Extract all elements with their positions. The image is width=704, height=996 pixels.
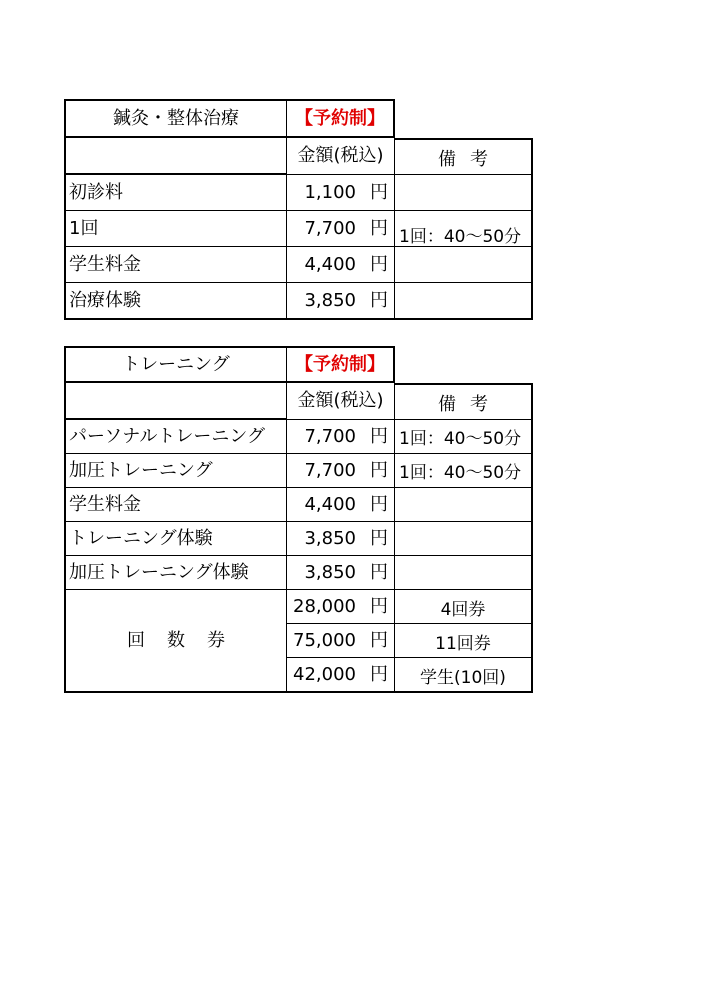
table1-row-label: 治療体験: [64, 283, 287, 320]
table1-row-label: 初診料: [64, 175, 287, 211]
table2-row-remark: 1回：40～50分: [395, 454, 533, 488]
table2-title: トレーニング: [64, 346, 287, 383]
table2-row-price: 4,400 円: [287, 488, 395, 522]
table1-row-remark: [395, 247, 533, 283]
table1-remarks-header: 備考: [395, 138, 533, 175]
table1-row-price: 3,850 円: [287, 283, 395, 320]
table2-ticket-remark: 学生(10回): [395, 658, 533, 693]
table1-row-price: 1,100 円: [287, 175, 395, 211]
table2-remarks-header: 備考: [395, 383, 533, 420]
table1-title: 鍼灸・整体治療: [64, 99, 287, 138]
table1-row-price: 7,700 円: [287, 211, 395, 247]
table2-row-remark: 1回：40～50分: [395, 420, 533, 454]
table2-ticket-price: 28,000 円: [287, 590, 395, 624]
table2-row-label: 学生料金: [64, 488, 287, 522]
table1-price-header: 金額(税込): [287, 138, 395, 175]
table2-row-label: トレーニング体験: [64, 522, 287, 556]
table2-row-remark: [395, 556, 533, 590]
table1-row-remark: [395, 175, 533, 211]
table2-ticket-remark: 11回券: [395, 624, 533, 658]
table2-row-price: 3,850 円: [287, 522, 395, 556]
table2-ticket-price: 42,000 円: [287, 658, 395, 693]
table1-row-remark: [395, 283, 533, 320]
table2-ticket-label: 回数券: [64, 590, 287, 693]
table2-price-header: 金額(税込): [287, 383, 395, 420]
table2-ticket-remark: 4回券: [395, 590, 533, 624]
table1-row-label: 1回: [64, 211, 287, 247]
table2-row-price: 3,850 円: [287, 556, 395, 590]
table2-row-price: 7,700 円: [287, 454, 395, 488]
table2-row-price: 7,700 円: [287, 420, 395, 454]
table2-reservation-badge: 【予約制】: [287, 346, 395, 383]
table2-row-label: パーソナルトレーニング: [64, 420, 287, 454]
table1-reservation-badge: 【予約制】: [287, 99, 395, 138]
table2-row-remark: [395, 488, 533, 522]
table2-row-label: 加圧トレーニング体験: [64, 556, 287, 590]
table1-row-label: 学生料金: [64, 247, 287, 283]
table2-ticket-price: 75,000 円: [287, 624, 395, 658]
table2-header-empty: [64, 383, 287, 420]
table1-row-price: 4,400 円: [287, 247, 395, 283]
table1-row-remark: 1回：40～50分: [395, 211, 533, 247]
table2-row-label: 加圧トレーニング: [64, 454, 287, 488]
table1-header-empty: [64, 138, 287, 175]
table2-row-remark: [395, 522, 533, 556]
